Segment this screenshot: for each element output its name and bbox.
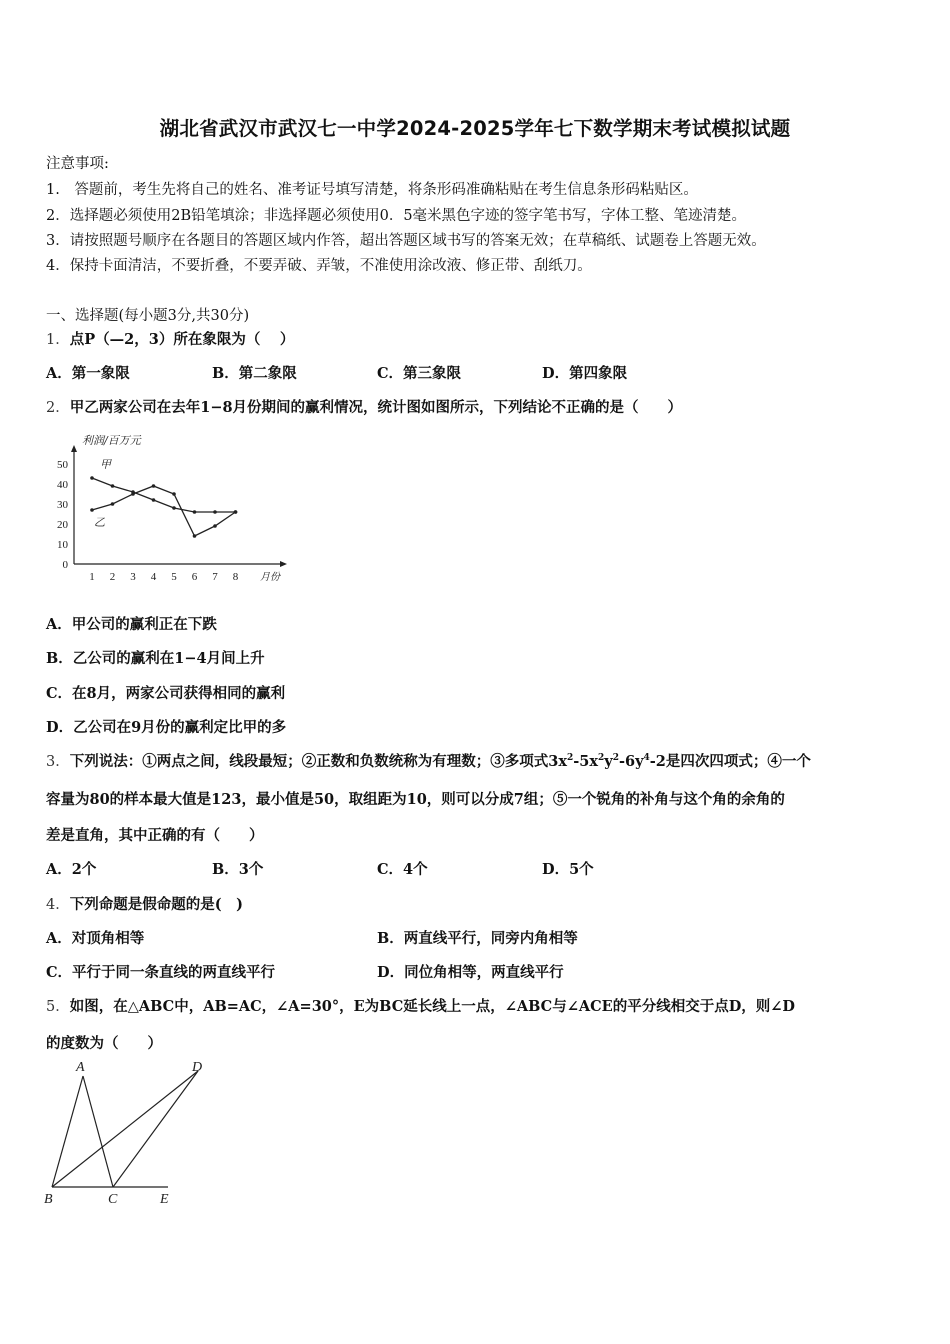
question-number: 5． [46,999,70,1015]
x-axis-arrow [280,561,287,567]
x-axis-label: 月份 [260,572,280,583]
q3-text-part: -5x [573,753,598,770]
exponent: 2 [566,753,574,763]
q2-option-b[interactable]: B．乙公司的赢利在1−4月间上升 [46,650,265,667]
option-b[interactable]: B．3个 [212,861,264,878]
y-tick-label: 0 [62,559,68,571]
notice-heading: 注意事项: [46,156,109,172]
data-point [172,492,176,496]
option-c[interactable]: C．第三象限 [377,365,462,382]
q2-option-c[interactable]: C．在8月，两家公司获得相同的赢利 [46,685,286,702]
data-point [111,484,115,488]
notice-item-1: 1. 答题前，考生先将自己的姓名、准考证号填写清楚，将条形码准确粘贴在考生信息条形码粘贴区。 [46,182,698,198]
x-tick-label: 7 [212,571,218,583]
label-a: A [76,1060,85,1075]
exponent: 2 [598,753,605,763]
option-b[interactable]: B．两直线平行，同旁内角相等 [377,930,578,947]
notice-item-2: 2．选择题必须使用2B铅笔填涂；非选择题必须使用0．5毫米黑色字迹的签字笔书写，字体工整、笔迹清楚。 [46,208,747,224]
q3-text-part: -6y [618,753,644,770]
q3-text-part: 下列说法：①两点之间，线段最短；②正数和负数统称为有理数；③多项式3x [69,753,567,770]
question-text: 甲乙两家公司在去年1−8月份期间的赢利情况，统计图如图所示，下列结论不正确的是（ ） [69,399,683,416]
question-4 [46,893,243,914]
notice-item-3: 3．请按照题号顺序在各题目的答题区域内作答，超出答题区域书写的答案无效；在草稿纸、试题卷上答题无效。 [46,233,766,249]
question-2 [46,396,682,417]
data-point [193,510,197,514]
label-e: E [160,1192,169,1207]
y-tick-label: 50 [57,459,68,471]
label-b: B [44,1192,53,1207]
x-tick-label: 1 [89,571,95,583]
profit-line-chart [44,428,294,588]
question-number: 3． [46,754,70,770]
x-tick-label: 4 [150,571,157,583]
option-a[interactable]: A．2个 [46,861,97,878]
label-d: D [192,1060,203,1075]
segment-ac [83,1076,113,1187]
label-c: C [108,1192,118,1207]
question-3-line-1 [46,750,811,771]
series-label: 甲 [100,458,111,471]
y-tick-label: 30 [57,499,68,511]
option-c[interactable]: C．平行于同一条直线的两直线平行 [46,964,276,981]
data-point [90,476,94,480]
x-tick-label: 3 [130,571,136,583]
question-1 [46,328,294,349]
y-tick-label: 20 [57,519,68,531]
option-c[interactable]: C．4个 [377,861,428,878]
x-tick-label: 2 [109,571,116,583]
chart-layer [57,434,287,583]
y-axis-label: 利润/百万元 [82,434,141,447]
question-number: 4． [46,897,70,913]
series-label: 乙 [94,516,105,529]
page-title: 湖北省武汉市武汉七一中学2024-2025学年七下数学期末考试模拟试题 [159,117,791,140]
segment-ab [52,1076,83,1187]
question-5-line-1 [46,995,795,1016]
exponent: 4 [643,753,650,763]
question-text: 下列命题是假命题的是( ) [69,896,243,913]
data-point [111,502,115,506]
notice-item-4: 4．保持卡面清洁，不要折叠，不要弄破、弄皱，不准使用涂改液、修正带、刮纸刀。 [46,258,592,274]
q2-option-d[interactable]: D．乙公司在9月份的赢利定比甲的多 [46,719,287,736]
data-point [193,534,197,538]
x-tick-label: 8 [232,571,239,583]
data-point [152,498,156,502]
option-a[interactable]: A．对顶角相等 [46,930,145,947]
data-point [152,484,156,488]
option-d[interactable]: D．同位角相等，两直线平行 [377,964,564,981]
data-point [213,510,217,514]
exponent: 2 [612,753,619,763]
y-tick-label: 40 [57,479,68,491]
q3-text-part: -2是四次四项式；④一个 [649,753,811,770]
question-text: 如图，在△ABC中，AB=AC，∠A=30°，E为BC延长线上一点，∠ABC与∠ACE的平分线相交于点D，则∠D [69,998,795,1015]
data-point [213,524,217,528]
q2-option-a[interactable]: A．甲公司的赢利正在下跌 [46,616,217,633]
q3-text-part: y [604,753,613,770]
question-3-line-3: 差是直角，其中正确的有（ ） [46,827,264,844]
y-tick-label: 10 [57,539,68,551]
data-point [90,508,94,512]
question-number: 1． [46,332,70,348]
question-text: 点P（—2，3）所在象限为（ ） [69,331,295,348]
question-5-line-2: 的度数为（ ） [46,1035,162,1052]
series-line-1 [92,478,236,512]
option-b[interactable]: B．第二象限 [212,365,297,382]
question-number: 2． [46,400,70,416]
x-tick-label: 5 [171,571,177,583]
data-point [131,492,135,496]
option-d[interactable]: D．5个 [542,861,594,878]
option-d[interactable]: D．第四象限 [542,365,628,382]
question-3-line-2: 容量为80的样本最大值是123，最小值是50，取组距为10，则可以分成7组；⑤一个锐角的补角与这个角的余角的 [46,791,785,808]
triangle-figure [40,1056,230,1211]
x-tick-label: 6 [191,571,198,583]
y-axis-arrow [71,445,77,452]
option-a[interactable]: A．第一象限 [46,365,130,382]
section-heading: 一、选择题(每小题3分,共30分) [46,308,250,324]
segment-bd [52,1071,198,1187]
data-point [172,506,176,510]
data-point [234,510,238,514]
